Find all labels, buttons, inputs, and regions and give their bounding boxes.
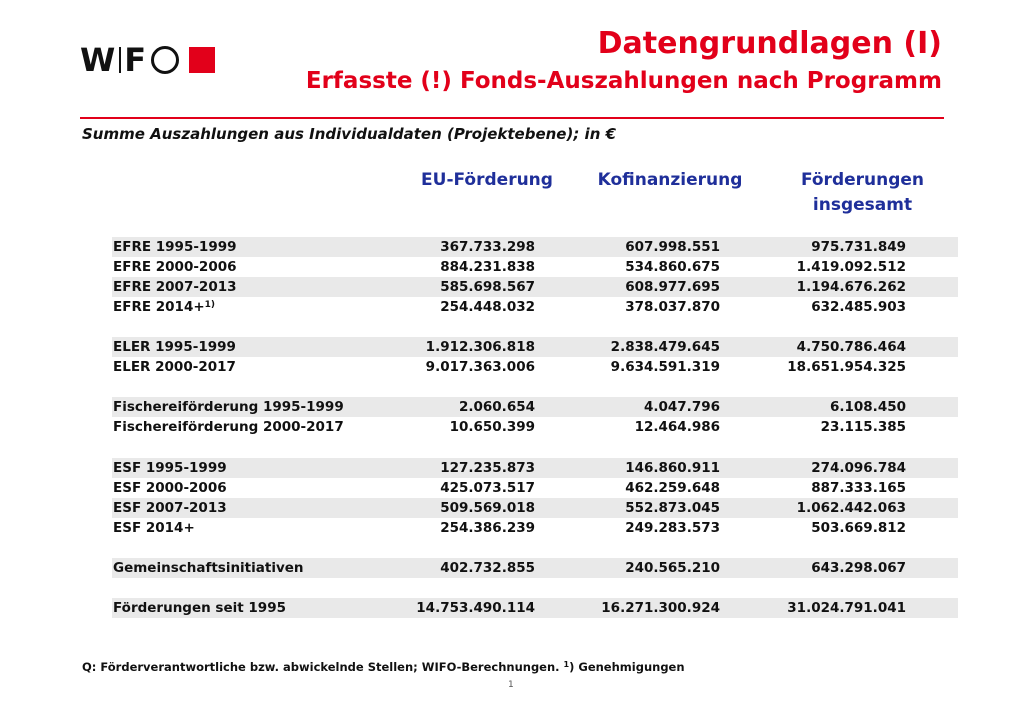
cell-eu: 367.733.298: [440, 239, 535, 255]
cell-gesamt: 274.096.784: [811, 459, 906, 476]
column-header-gesamt: [775, 168, 950, 218]
row-label: ESF 1995-1999: [113, 459, 227, 476]
page-subtitle: Erfasste (!) Fonds-Auszahlungen nach Programm: [305, 68, 942, 94]
row-label: Fischereiförderung 1995-1999: [113, 399, 344, 416]
cell-kofinanzierung: 534.860.675: [625, 259, 720, 275]
cell-eu: 10.650.399: [449, 419, 535, 436]
row-label: ESF 2007-2013: [113, 499, 227, 516]
column-header-kofinanzierung: Kofinanzierung: [597, 170, 743, 190]
cell-eu: 254.448.032: [440, 299, 535, 315]
table-row: [112, 518, 958, 538]
table-row: [112, 417, 958, 437]
page-title: Datengrundlagen (I): [597, 26, 942, 61]
cell-kofinanzierung: 552.873.045: [625, 499, 720, 516]
logo-circle-icon: [151, 46, 179, 74]
table-row: [112, 558, 958, 578]
cell-eu: 884.231.838: [440, 259, 535, 275]
cell-gesamt: 632.485.903: [811, 299, 906, 315]
cell-gesamt: 1.194.676.262: [796, 279, 906, 295]
logo-bar: [119, 47, 121, 73]
row-label: Gemeinschaftsinitiativen: [113, 559, 304, 576]
column-header-gesamt-line2: insgesamt: [812, 195, 913, 215]
cell-eu: 402.732.855: [440, 559, 535, 576]
row-label: [113, 297, 215, 317]
table-row-total: [112, 598, 958, 618]
footnote-marker: 1): [204, 300, 216, 310]
cell-gesamt: 18.651.954.325: [787, 359, 906, 376]
cell-eu: 14.753.490.114: [416, 599, 535, 616]
row-label: Fischereiförderung 2000-2017: [113, 419, 344, 436]
row-label: ELER 2000-2017: [113, 359, 236, 376]
footnote-sup: 1: [563, 660, 570, 669]
row-label: Förderungen seit 1995: [113, 599, 286, 616]
footnote-text: Q: Förderverantwortliche bzw. abwickelnde Stellen; WIFO-Berechnungen.: [82, 660, 560, 674]
table-row: [112, 337, 958, 357]
cell-gesamt: 503.669.812: [811, 519, 906, 536]
cell-kofinanzierung: 608.977.695: [625, 279, 720, 295]
cell-gesamt: 975.731.849: [811, 239, 906, 255]
cell-eu: 254.386.239: [440, 519, 535, 536]
table-row: [112, 498, 958, 518]
table-row: [112, 478, 958, 498]
payout-table: [112, 237, 958, 618]
row-spacer: [112, 538, 958, 558]
cell-eu: 2.060.654: [458, 399, 535, 416]
cell-kofinanzierung: 607.998.551: [625, 239, 720, 255]
cell-gesamt: 1.062.442.063: [796, 499, 906, 516]
table-row: [112, 297, 958, 317]
cell-kofinanzierung: 462.259.648: [625, 479, 720, 496]
cell-kofinanzierung: 12.464.986: [634, 419, 720, 436]
footnote-after: ) Genehmigungen: [569, 660, 685, 674]
source-footnote: [82, 660, 685, 674]
cell-gesamt: 23.115.385: [820, 419, 906, 436]
cell-eu: 1.912.306.818: [425, 339, 535, 356]
table-row: [112, 277, 958, 297]
logo-square-icon: [189, 47, 215, 73]
cell-eu: 127.235.873: [440, 459, 535, 476]
cell-kofinanzierung: 2.838.479.645: [610, 339, 720, 356]
column-header-eu: EU-Förderung: [421, 170, 553, 190]
cell-gesamt: 6.108.450: [829, 399, 906, 416]
table-row: [112, 357, 958, 377]
table-caption: Summe Auszahlungen aus Individualdaten (Projektebene); in €: [82, 125, 617, 143]
cell-kofinanzierung: 249.283.573: [625, 519, 720, 536]
table-row: [112, 237, 958, 257]
cell-kofinanzierung: 16.271.300.924: [601, 599, 720, 616]
cell-kofinanzierung: 4.047.796: [643, 399, 720, 416]
cell-eu: 585.698.567: [440, 279, 535, 295]
title-divider: [80, 117, 944, 119]
row-label: EFRE 1995-1999: [113, 239, 237, 255]
row-label: EFRE 2007-2013: [113, 279, 237, 295]
row-label: EFRE 2000-2006: [113, 259, 237, 275]
row-label: ELER 1995-1999: [113, 339, 236, 356]
cell-kofinanzierung: 146.860.911: [625, 459, 720, 476]
logo-w: W: [80, 41, 117, 79]
cell-gesamt: 643.298.067: [811, 559, 906, 576]
cell-gesamt: 4.750.786.464: [796, 339, 906, 356]
cell-kofinanzierung: 378.037.870: [625, 299, 720, 315]
cell-eu: 9.017.363.006: [425, 359, 535, 376]
row-label: ESF 2000-2006: [113, 479, 227, 496]
column-header-gesamt-line1: Förderungen: [800, 170, 925, 190]
cell-gesamt: 1.419.092.512: [796, 259, 906, 275]
table-row: [112, 458, 958, 478]
cell-gesamt: 887.333.165: [811, 479, 906, 496]
logo-f: F: [124, 41, 148, 79]
row-label-text: EFRE 2014+: [113, 299, 205, 315]
page-number: 1: [508, 680, 514, 690]
table-row: [112, 397, 958, 417]
table-row: [112, 257, 958, 277]
row-label: ESF 2014+: [113, 519, 195, 536]
row-spacer: [112, 437, 958, 457]
wifo-logo: [80, 42, 215, 78]
cell-kofinanzierung: 9.634.591.319: [610, 359, 720, 376]
cell-gesamt: 31.024.791.041: [787, 599, 906, 616]
row-spacer: [112, 317, 958, 337]
row-spacer: [112, 578, 958, 598]
cell-eu: 509.569.018: [440, 499, 535, 516]
row-spacer: [112, 377, 958, 397]
cell-kofinanzierung: 240.565.210: [625, 559, 720, 576]
cell-eu: 425.073.517: [440, 479, 535, 496]
